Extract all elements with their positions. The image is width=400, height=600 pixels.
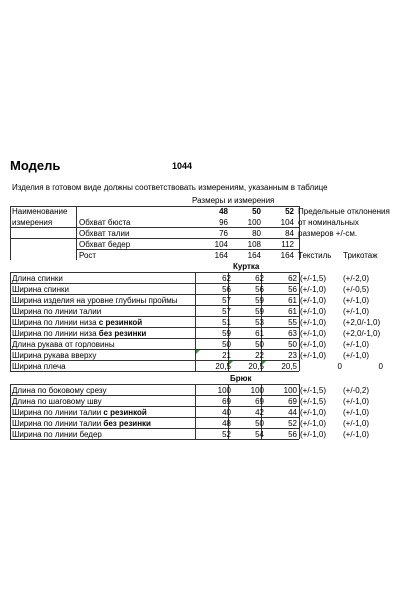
trousers-tolerance-textile: (+/-1,0) [300,408,327,417]
jacket-tolerance-textile: (+/-1,0) [300,285,327,294]
fabric-textile-label: Текстиль [298,251,332,260]
trousers-row-label [12,407,147,418]
jacket-row-label-bold: без резинки [98,329,147,338]
jacket-row-label-text: Ширина по линии низа [12,318,99,327]
jacket-row-label-text: Ширина спинки [12,285,69,294]
model-label: Модель [10,158,61,173]
jacket-row-label-text: Ширина по линии низа [12,329,99,338]
jacket-row-label [12,361,66,372]
cell-marker-icon [229,361,233,365]
jacket-tolerance-knit: (+/-1,0) [343,296,370,305]
jacket-tolerance-knit: (+/-1,0) [343,351,370,360]
height-50: 164 [247,251,261,260]
trousers-tolerance-knit: (+/-0,2) [343,386,370,395]
jacket-value-48: 51 [222,318,231,327]
jacket-row-label [12,350,96,361]
trousers-col-rule [195,384,196,439]
waist-52: 84 [285,229,294,238]
trousers-row-label-text: Длина по шаговому шву [12,397,102,406]
jacket-value-48: 57 [222,307,231,316]
bust-52: 104 [280,218,294,227]
jacket-tolerance-knit: (+2,0/-1,0) [343,329,381,338]
trousers-value-48: 100 [217,386,231,395]
hips-52: 112 [281,240,294,249]
trousers-tolerance-knit: (+/-1,0) [343,419,370,428]
sizes-caption: Размеры и измерения [192,196,275,205]
deviation-line-3: размеров +/-см. [298,229,358,238]
trousers-value-52: 100 [283,386,297,395]
jacket-row-label-text: Ширина плеча [12,362,66,371]
name-header: Наименование [12,207,68,216]
jacket-value-50: 22 [255,351,264,360]
jacket-col-rule [195,272,196,371]
measure-header: измерения [12,218,53,227]
trousers-row-label [12,396,102,407]
trousers-row-label [12,385,106,396]
bust-48: 96 [219,218,228,227]
cell-marker-icon [196,350,200,354]
jacket-row-label [12,317,142,328]
jacket-row-label-text: Ширина изделия на уровне глубины проймы [12,296,178,305]
jacket-tolerance-knit: (+/-0,5) [343,285,370,294]
jacket-tolerance-knit: 0 [378,362,383,371]
jacket-tolerance-knit: (+/-2,0) [343,274,370,283]
jacket-value-52: 61 [288,307,297,316]
jacket-tolerance-textile: (+/-1,0) [300,329,327,338]
jacket-value-50: 61 [255,329,264,338]
jacket-tolerance-textile: (+/-1,0) [300,340,327,349]
cell-marker-icon [262,361,266,365]
jacket-value-50: 20,5 [248,362,264,371]
waist-50: 80 [252,229,261,238]
trousers-tolerance-knit: (+/-1,0) [343,397,370,406]
jacket-value-52: 56 [288,285,297,294]
jacket-value-52: 61 [288,296,297,305]
jacket-value-48: 21 [222,351,231,360]
size-52-header: 52 [285,207,294,216]
jacket-row-label-text: Длина спинки [12,274,63,283]
size-50-header: 50 [252,207,261,216]
trousers-value-50: 42 [255,408,264,417]
jacket-row-label [12,273,63,284]
trousers-value-48: 48 [222,419,231,428]
hips-label: Обхват бедер [79,240,131,249]
trousers-value-50: 54 [255,430,264,439]
trousers-value-50: 50 [255,419,264,428]
fabric-knit-label: Трикотаж [343,251,378,260]
trousers-tolerance-textile: (+/-1,0) [300,419,327,428]
trousers-value-50: 100 [250,386,264,395]
trousers-value-52: 52 [288,419,297,428]
jacket-row-label [12,284,69,295]
height-52: 164 [280,251,294,260]
requirement-note: Изделия в готовом виде должны соответствовать измерениям, указанным в таблице [12,183,328,192]
jacket-tolerance-textile: (+/-1,5) [300,274,327,283]
trousers-row-label [12,418,151,429]
deviation-line-1: Предельные отклонения [298,207,390,216]
jacket-value-48: 56 [222,285,231,294]
deviation-line-2: от номинальных [298,218,359,227]
jacket-value-50: 56 [255,285,264,294]
jacket-row-label [12,339,115,350]
jacket-col-rule [10,272,11,371]
jacket-tolerance-textile: (+/-1,0) [300,307,327,316]
trousers-row-label-text: Длина по боковому срезу [12,386,107,395]
jacket-value-52: 63 [288,329,297,338]
jacket-value-48: 59 [222,329,231,338]
jacket-value-50: 62 [255,274,264,283]
jacket-row-label-text: Ширина рукава вверху [12,351,97,360]
jacket-value-48: 57 [222,296,231,305]
jacket-value-52: 20,5 [281,362,297,371]
jacket-value-48: 62 [222,274,231,283]
trousers-tolerance-knit: (+/-1,0) [343,430,370,439]
jacket-value-48: 20,5 [215,362,231,371]
jacket-section-title: Куртка [233,262,260,271]
trousers-row-label-text: Ширина по линии бедер [12,430,102,439]
trousers-col-rule [10,384,11,439]
jacket-tolerance-textile: 0 [337,362,342,371]
trousers-value-52: 44 [288,408,297,417]
trousers-value-52: 56 [288,430,297,439]
jacket-row-label-text: Длина рукава от горловины [12,340,115,349]
trousers-row-label-text: Ширина по линии талии [12,408,104,417]
jacket-value-52: 23 [288,351,297,360]
jacket-value-50: 50 [255,340,264,349]
jacket-tolerance-knit: (+/-1,0) [343,307,370,316]
model-number: 1044 [172,161,193,171]
trousers-row-label-bold: без резинки [103,419,151,428]
trousers-row-label-text: Ширина по линии талии [12,419,104,428]
hips-50: 108 [247,240,261,249]
bust-50: 100 [247,218,261,227]
trousers-tolerance-textile: (+/-1,5) [300,386,327,395]
jacket-tolerance-textile: (+/-1,0) [300,351,327,360]
hips-48: 104 [214,240,228,249]
trousers-value-48: 69 [222,397,231,406]
bust-label: Обхват бюста [79,218,131,227]
jacket-value-48: 50 [222,340,231,349]
trousers-row-label [12,429,102,440]
jacket-value-50: 59 [255,296,264,305]
trousers-tolerance-knit: (+/-1,0) [343,408,370,417]
jacket-row-label-text: Ширина по линии талии [12,307,102,316]
jacket-tolerance-knit: (+/-1,0) [343,340,370,349]
jacket-value-50: 59 [255,307,264,316]
trousers-tolerance-textile: (+/-1,0) [300,430,327,439]
jacket-tolerance-textile: (+/-1,0) [300,296,327,305]
jacket-tolerance-textile: (+/-1,0) [300,318,327,327]
trousers-tolerance-textile: (+/-1,5) [300,397,327,406]
jacket-row-label [12,328,146,339]
trousers-value-52: 69 [288,397,297,406]
trousers-value-50: 69 [255,397,264,406]
jacket-row-label-bold: с резинкой [98,318,143,327]
waist-label: Обхват талии [79,229,130,238]
trousers-section-title: Брюк [230,374,252,383]
trousers-value-48: 52 [222,430,231,439]
height-label: Рост [79,251,97,260]
height-48: 164 [214,251,228,260]
jacket-value-50: 53 [255,318,264,327]
jacket-value-52: 55 [288,318,297,327]
jacket-row-label [12,295,177,306]
jacket-value-52: 62 [288,274,297,283]
size-48-header: 48 [219,207,228,216]
trousers-value-48: 40 [222,408,231,417]
jacket-tolerance-knit: (+2,0/-1,0) [343,318,381,327]
jacket-value-52: 50 [288,340,297,349]
trousers-row-label-bold: с резинкой [103,408,147,417]
waist-48: 76 [219,229,228,238]
jacket-row-label [12,306,101,317]
